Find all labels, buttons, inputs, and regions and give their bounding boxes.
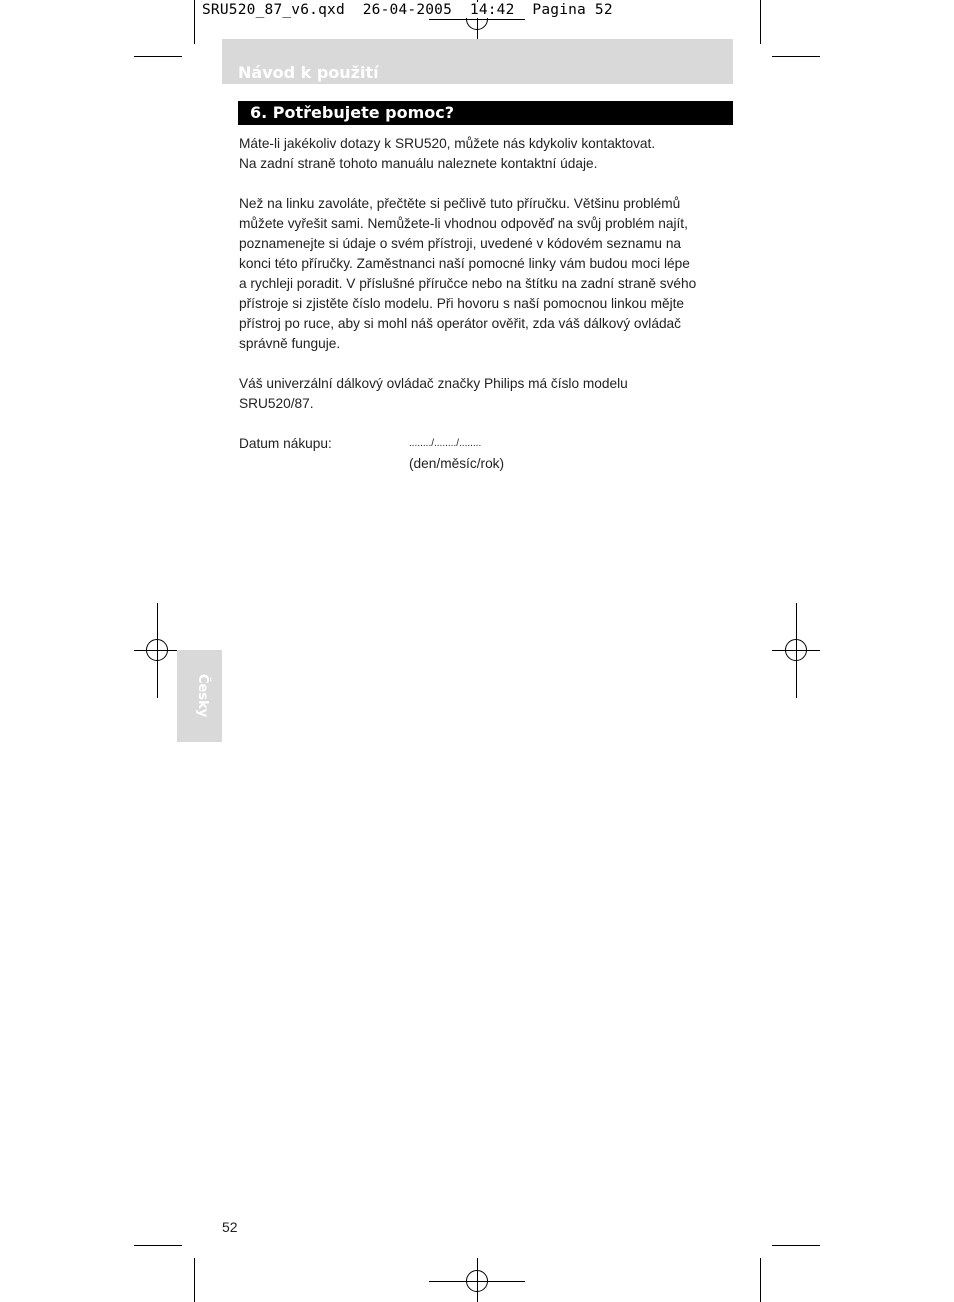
registration-mark-icon [785, 639, 807, 661]
language-tab [177, 650, 222, 742]
paragraph: Než na linku zavoláte, přečtěte si pečlivě tuto příručku. Většinu problémů můžete vyřešit sami. Nemůžete-li vhodnou odpověď na svůj problém najít, poznamenejte si údaje o svém přístroji, uvedené v kódovém seznamu na konci této příručky. Zaměstnanci naší pomocné linky vám budou moci lépe a rychleji poradit. V příslušné příručce nebo na štítku na zadní straně svého přístroje si zjistěte číslo modelu. Při hovoru s naší pomocnou linkou mějte přístroj po ruce, aby si mohl náš operátor ověřit, zda váš dálkový ovládač správně funguje. [239, 196, 697, 351]
purchase-date-blank: ......../......../........ [409, 438, 482, 449]
crop-mark [194, 0, 195, 44]
print-slug: SRU520_87_v6.qxd 26-04-2005 14:42 Pagina 52 [202, 2, 613, 18]
registration-mark-icon [466, 1270, 488, 1292]
header-title: Návod k použití [238, 63, 379, 82]
crop-mark [772, 1245, 820, 1246]
section-heading-bar [238, 101, 733, 125]
crop-mark [760, 0, 761, 44]
header-band [222, 39, 733, 84]
paragraph: Váš univerzální dálkový ovládač značky Philips má číslo modelu SRU520/87. [239, 376, 628, 411]
language-tab-label: Česky [195, 674, 210, 718]
purchase-date-format: (den/měsíc/rok) [409, 456, 505, 471]
page-number: 52 [222, 1219, 238, 1235]
body-text [239, 134, 724, 434]
registration-mark-icon [146, 639, 168, 661]
purchase-date-label: Datum nákupu: [239, 436, 332, 451]
crop-mark [194, 1258, 195, 1302]
section-title: 6. Potřebujete pomoc? [250, 103, 455, 122]
crop-mark [134, 1245, 182, 1246]
crop-mark [760, 1258, 761, 1302]
paragraph: Máte-li jakékoliv dotazy k SRU520, můžete nás kdykoliv kontaktovat. Na zadní straně tohoto manuálu naleznete kontaktní údaje. [239, 136, 656, 171]
crop-mark [134, 56, 182, 57]
crop-mark [772, 56, 820, 57]
